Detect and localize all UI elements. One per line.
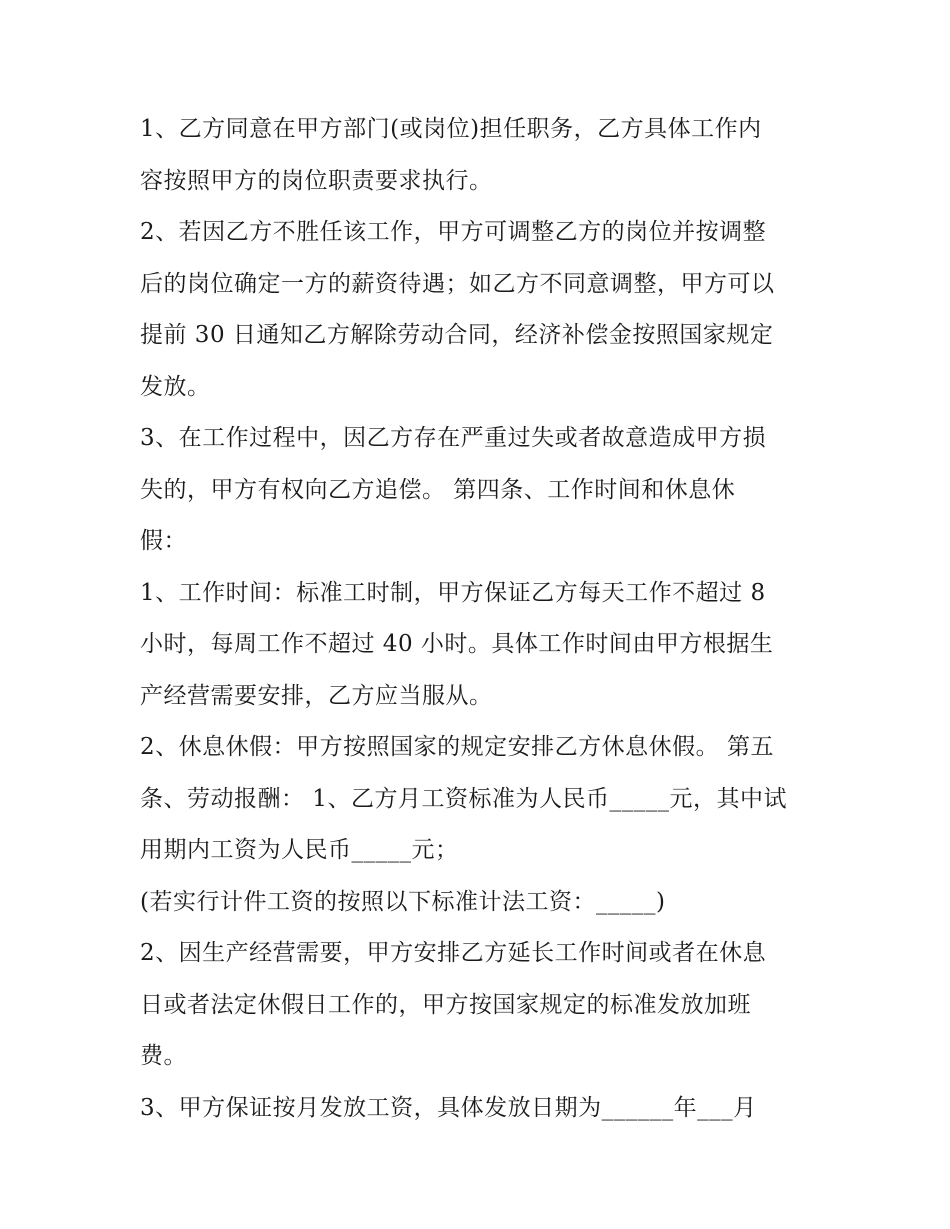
text-line: 假： <box>140 528 187 554</box>
text-line: 1、工作时间：标准工时制，甲方保证乙方每天工作不超过 8 <box>140 579 766 606</box>
text-line: 3、在工作过程中，因乙方存在严重过失或者故意造成甲方损 <box>140 425 767 451</box>
text-line: 提前 30 日通知乙方解除劳动合同，经济补偿金按照国家规定 <box>140 322 774 348</box>
text-line: 后的岗位确定一方的薪资待遇；如乙方不同意调整，甲方可以 <box>140 270 775 297</box>
text-line: 容按照甲方的岗位职责要求执行。 <box>140 167 493 194</box>
text-line: 发放。 <box>140 373 211 400</box>
text-line: 2、因生产经营需要，甲方安排乙方延长工作时间或者在休息 <box>140 940 767 966</box>
text-line: 用期内工资为人民币_____元； <box>140 837 459 863</box>
document-body <box>140 104 820 1134</box>
text-line: 小时，每周工作不超过 40 小时。具体工作时间由甲方根据生 <box>140 631 774 657</box>
text-line: 2、若因乙方不胜任该工作，甲方可调整乙方的岗位并按调整 <box>140 219 767 245</box>
text-line: 费。 <box>140 1043 187 1069</box>
text-line: (若实行计件工资的按照以下标准计法工资：_____) <box>140 888 666 915</box>
text-line: 条、劳动报酬： 1、乙方月工资标准为人民币_____元，其中试 <box>140 785 787 812</box>
text-line: 产经营需要安排，乙方应当服从。 <box>140 682 493 709</box>
text-line: 1、乙方同意在甲方部门(或岗位)担任职务，乙方具体工作内 <box>140 116 762 142</box>
text-line: 日或者法定休假日工作的，甲方按国家规定的标准发放加班 <box>140 991 751 1018</box>
text-line: 失的，甲方有权向乙方追偿。 第四条、工作时间和休息休 <box>140 476 736 503</box>
text-line: 3、甲方保证按月发放工资，具体发放日期为______年___月 <box>140 1094 757 1121</box>
text-line: 2、休息休假：甲方按照国家的规定安排乙方休息休假。 第五 <box>140 734 774 760</box>
